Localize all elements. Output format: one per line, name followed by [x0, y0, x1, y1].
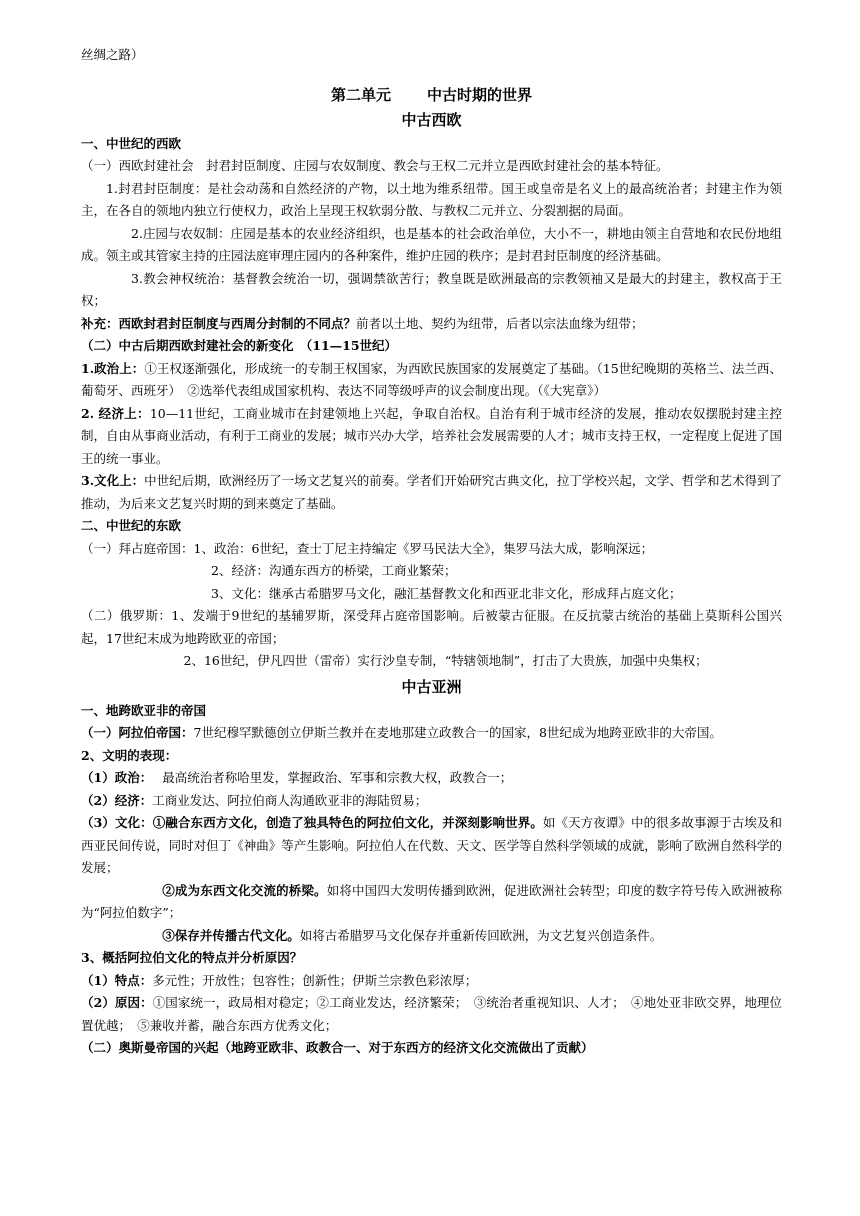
politics-text: ①王权逐渐强化，形成统一的专制王权国家，为西欧民族国家的发展奠定了基础。（15世纪晚期的英格兰、法兰西、葡萄牙、西班牙） ②选举代表组成国家机构、表达不同等级呼声的议会制度出现。（《大宪章》） [81, 360, 782, 398]
heading-east-europe: 二、中世纪的东欧 [81, 518, 182, 533]
paragraph-supplement [81, 313, 782, 336]
paragraph-arab [81, 722, 782, 745]
bridge-text: 如将中国四大发明传播到欧洲，促进欧洲社会转型；印度的数字符号传入欧洲被称为“阿拉伯数字”； [81, 882, 782, 920]
arab-text: 7世纪穆罕默德创立伊斯兰教并在麦地那建立政教合一的国家，8世纪成为地跨亚欧非的大帝国。 [193, 725, 722, 740]
paragraph-west-4: 3.教会神权统治：基督教会统治一切，强调禁欲苦行；教皇既是欧洲最高的宗教领袖又是最大的封建主，教权高于王权； [81, 270, 782, 308]
civ-culture-label: （3）文化： [81, 815, 153, 830]
civ-culture-text: 如《天方夜谭》中的很多故事源于古埃及和西亚民间传说，同时对但丁《神曲》等产生影响。阿拉伯人在代数、天文、医学等自然科学领域的成就，影响了欧洲自然科学的发展； [81, 815, 782, 875]
paragraph-politics [81, 358, 782, 403]
unit-title [81, 83, 782, 108]
section-title-europe: 中古西欧 [401, 110, 462, 129]
paragraph-civ-politics [81, 767, 782, 790]
carryover-line: 丝绸之路） [81, 47, 144, 62]
paragraph-preserve [81, 925, 782, 948]
paragraph-west-3: 2.庄园与农奴制：庄园是基本的农业经济组织，也是基本的社会政治单位，大小不一，耕地由领主自营地和农民份地组成。领主或其管家主持的庄园法庭审理庄园内的各种案件，维护庄园的秩序；是封君封臣制度的经济基础。 [81, 225, 782, 263]
paragraph-features [81, 970, 782, 993]
politics-label: 1.政治上： [81, 360, 145, 376]
paragraph-russia-2: 2、16世纪，伊凡四世（雷帝）实行沙皇专制，“特辖领地制”，打击了大贵族，加强中央集权； [183, 653, 708, 668]
civ-economy-text: 工商业发达、阿拉伯商人沟通欧亚非的海陆贸易； [152, 792, 428, 808]
unit-title-number: 第二单元 [330, 85, 391, 104]
paragraph-bridge [81, 880, 782, 925]
heading-summary: 3、概括阿拉伯文化的特点并分析原因？ [81, 950, 303, 965]
arab-label: （一）阿拉伯帝国： [81, 725, 194, 740]
civ-politics-text: 最高统治者称哈里发，掌握政治、军事和宗教大权，政教合一； [162, 770, 513, 785]
reasons-label: （2）原因： [81, 995, 153, 1010]
paragraph-culture [81, 470, 782, 515]
heading-civilization: 2、文明的表现： [81, 747, 178, 763]
section-title-asia: 中古亚洲 [401, 677, 462, 696]
civ-culture-emphasis: ①融合东西方文化，创造了独具特色的阿拉伯文化，并深刻影响世界。 [152, 815, 543, 830]
preserve-emphasis: ③保存并传播古代文化。 [162, 927, 300, 943]
paragraph-economy [81, 403, 782, 471]
heading-west-europe: 一、中世纪的西欧 [81, 135, 182, 151]
civ-economy-label: （2）经济： [81, 792, 153, 808]
civ-politics-label: （1）政治： [81, 770, 153, 785]
heading-ottoman: （二）奥斯曼帝国的兴起（地跨亚欧非、政教合一、对于东西方的经济文化交流做出了贡献） [81, 1040, 594, 1055]
paragraph-civ-culture [81, 812, 782, 880]
paragraph-civ-economy [81, 790, 782, 813]
heading-late-changes: （二）中古后期西欧封建社会的新变化 （11—15世纪） [81, 338, 398, 353]
paragraph-west-1: （一）西欧封建社会 封君封臣制度、庄园与农奴制度、教会与王权二元并立是西欧封建社会的基本特征。 [81, 158, 669, 173]
culture-label: 3.文化上： [81, 473, 145, 488]
paragraph-byzantine-2: 2、经济：沟通东西方的桥梁，工商业繁荣； [211, 563, 457, 578]
heading-empire: 一、地跨欧亚非的帝国 [81, 702, 207, 718]
economy-label: 2. 经济上： [81, 405, 150, 421]
paragraph-west-2: 1.封君封臣制度：是社会动荡和自然经济的产物，以土地为维系纽带。国王或皇帝是名义上的最高统治者；封建主作为领主，在各自的领地内独立行使权力，政治上呈现王权软弱分散、与教权二元并立、分裂割据的局面。 [81, 180, 782, 218]
economy-text: 10—11世纪，工商业城市在封建领地上兴起，争取自治权。自治有利于城市经济的发展，推动农奴摆脱封建主控制，自由从事商业活动，有利于工商业的发展；城市兴办大学，培养社会发展需要的人才；城市支持王权，一定程度上促进了国王的统一事业。 [81, 405, 782, 466]
unit-title-name: 中古时期的世界 [427, 85, 533, 104]
paragraph-byzantine-3: 3、文化：继承古希腊罗马文化，融汇基督教文化和西亚北非文化，形成拜占庭文化； [211, 585, 682, 601]
bridge-emphasis: ②成为东西文化交流的桥梁。 [162, 882, 327, 898]
paragraph-russia-1: （二）俄罗斯：1、发端于9世纪的基辅罗斯，深受拜占庭帝国影响。后被蒙古征服。在反抗蒙古统治的基础上莫斯科公国兴起，17世纪末成为地跨欧亚的帝国； [81, 608, 782, 646]
supplement-question: 补充：西欧封君封臣制度与西周分封制的不同点？ [81, 315, 357, 331]
paragraph-byzantine-1: （一）拜占庭帝国：1、政治：6世纪，查士丁尼主持编定《罗马民法大全》，集罗马法大成，影响深远； [81, 540, 654, 556]
features-label: （1）特点： [81, 972, 153, 988]
supplement-answer: 前者以土地、契约为纽带，后者以宗法血缘为纽带； [356, 315, 644, 331]
paragraph-reasons [81, 992, 782, 1037]
reasons-text: ①国家统一，政局相对稳定；②工商业发达，经济繁荣； ③统治者重视知识、人才； ④地处亚非欧交界，地理位置优越； ⑤兼收并蓄，融合东西方优秀文化； [81, 995, 782, 1033]
culture-text: 中世纪后期，欧洲经历了一场文艺复兴的前奏。学者们开始研究古典文化，拉丁学校兴起，文学、哲学和艺术得到了推动，为后来文艺复兴时期的到来奠定了基础。 [81, 473, 782, 511]
preserve-text: 如将古希腊罗马文化保存并重新传回欧洲，为文艺复兴创造条件。 [299, 927, 663, 943]
features-text: 多元性；开放性；包容性；创新性；伊斯兰宗教色彩浓厚； [152, 972, 478, 988]
